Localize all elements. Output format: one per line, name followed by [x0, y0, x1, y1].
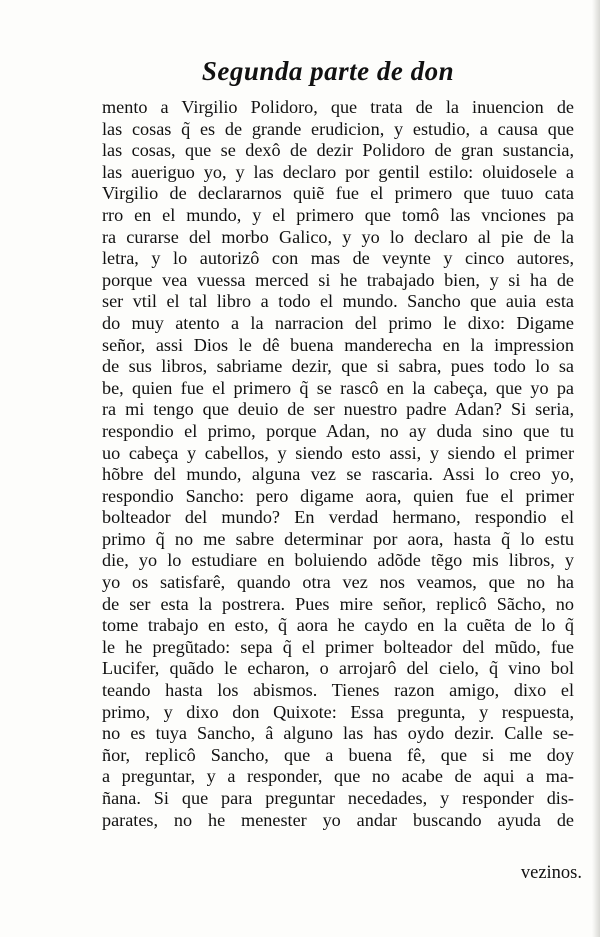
text-line: teando hasta los abismos. Tienes razon amigo, dixo el [102, 680, 574, 701]
text-line: de ser esta la postrera. Pues mire señor, replicô Sãcho, no [102, 593, 574, 614]
text-line: no es tuya Sancho, â alguno las has oydo dezir. Calle se- [102, 723, 574, 744]
running-head [0, 56, 600, 87]
text-line: tome trabajo en esto, q̃ aora he caydo en la cuẽta de lo q̃ [102, 615, 574, 636]
text-line: primo, y dixo don Quixote: Essa pregunta, y respuesta, [102, 701, 574, 722]
text-line: le he pregũtado: sepa q̃ el primer bolteador del mũdo, fue [102, 636, 574, 657]
text-line: las cosas, que se dexô de dezir Polidoro de gran sustancia, [102, 140, 574, 161]
text-line: Virgilio de declararnos quiẽ fue el primero que tuuo cata [102, 183, 574, 204]
body-text [102, 97, 574, 831]
text-line: primo q̃ no me sabre determinar por aora, hasta q̃ lo estu [102, 528, 574, 549]
text-line: hõbre del mundo, alguna vez se rascaria. Assi lo creo yo, [102, 464, 574, 485]
text-line: Lucifer, quãdo le echaron, o arrojarô del cielo, q̃ vino bol [102, 658, 574, 679]
text-line: be, quien fue el primero q̃ se rascô en la cabeça, que yo pa [102, 377, 574, 398]
page-edge-shadow [592, 0, 600, 937]
text-line: respondio el primo, porque Adan, no ay duda sino que tu [102, 420, 574, 441]
text-line: ñana. Si que para preguntar necedades, y responder dis- [102, 788, 574, 808]
text-line: ser vtil el tal libro a todo el mundo. Sancho que auia esta [102, 291, 574, 312]
catchword: vezinos. [520, 863, 582, 883]
text-line: ra curarse del morbo Galico, y yo lo declaro al pie de la [102, 226, 574, 247]
text-line: respondio Sancho: pero digame aora, quien fue el primer [102, 485, 574, 506]
text-line: señor, assi Dios le dê buena manderecha en la impression [102, 334, 574, 355]
text-line: parates, no he menester yo andar buscando ayuda de [102, 809, 574, 830]
text-line: las cosas q̃ es de grande erudicion, y estudio, a causa que [102, 118, 574, 139]
text-line: ra mi tengo que deuio de ser nuestro padre Adan? Si seria, [102, 399, 574, 420]
text-line: ñor, replicô Sancho, que a buena fê, que si me doy [102, 744, 574, 765]
text-line: die, yo lo estudiare en boluiendo adõde tẽgo mis libros, y [102, 550, 574, 571]
text-line: bolteador del mundo? En verdad hermano, respondio el [102, 507, 574, 528]
text-line: de sus libros, sabriame dezir, que si sabra, pues todo lo sa [102, 356, 574, 377]
running-head-text: Segunda parte de don [201, 56, 455, 86]
text-line: yo os satisfarê, quando otra vez nos veamos, que no ha [102, 572, 574, 593]
text-line: rro en el mundo, y el primero que tomô las vnciones pa [102, 204, 574, 225]
text-line: do muy atento a la narracion del primo le dixo: Digame [102, 312, 574, 333]
text-line: mento a Virgilio Polidoro, que trata de la inuencion de [102, 97, 574, 117]
text-line: porque vea vuessa merced si he trabajado bien, y si ha de [102, 269, 574, 290]
text-line: las aueriguo yo, y las declaro por gentil estilo: oluidosele a [102, 161, 574, 182]
text-line: uo cabeça y cabellos, y siendo esto assi, y siendo el primer [102, 442, 574, 463]
text-line: a preguntar, y a responder, que no acabe de aqui a ma- [102, 766, 574, 787]
text-line: letra, y lo autorizô con mas de veynte y cinco autores, [102, 248, 574, 269]
